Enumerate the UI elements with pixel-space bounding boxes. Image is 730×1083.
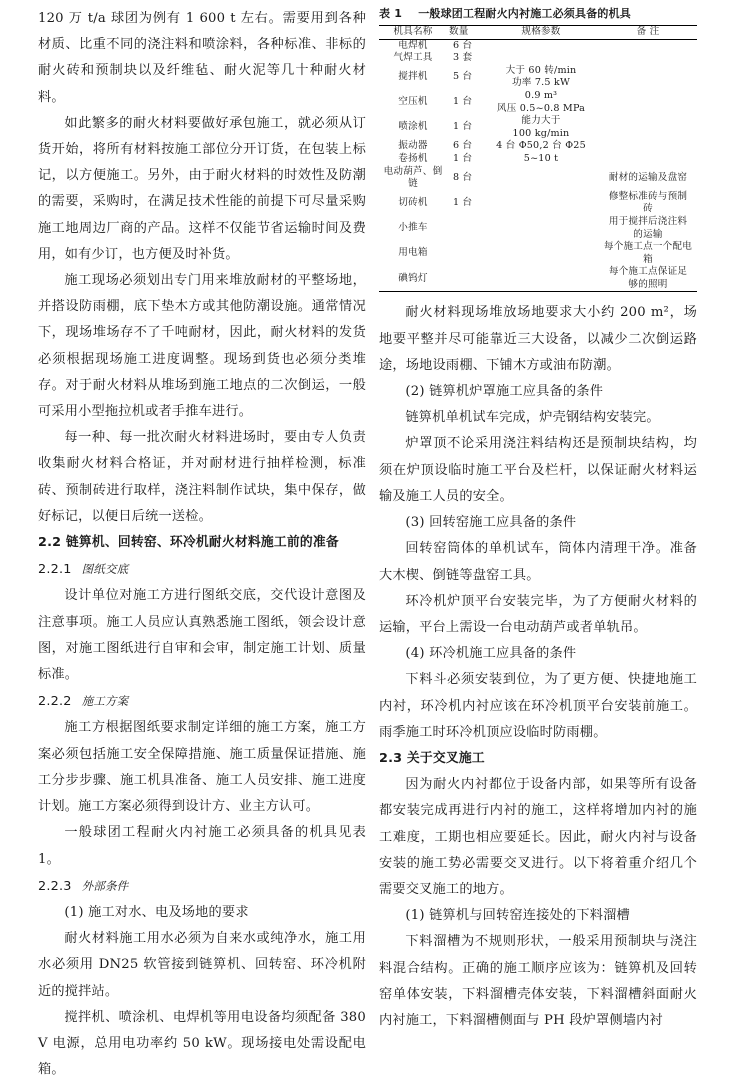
paragraph: 耐火材料现场堆放场地要求大小约 200 m²，场地要平整并尽可能靠近三大设备，以减少二次倒运路途，场地设雨棚、下铺木方或油布防潮。 [379, 305, 697, 373]
header-spec: 规格参数 [483, 26, 599, 40]
table-row [379, 115, 697, 140]
table-row [379, 191, 697, 216]
table-1 [379, 6, 697, 292]
cell-name: 喷涂机 [398, 121, 428, 133]
cell-name: 气焊工具 [393, 52, 433, 64]
header-note: 备 注 [599, 26, 697, 40]
paragraph: 120 万 t/a 球团为例有 1 600 t 左右。需要用到各种材质、比重不同的浇注料和喷涂料，各种标准、非标的耐火砖和预制块以及纤维毡、耐火泥等几十种耐火材料。 [38, 11, 366, 105]
paragraph: 下料斗必须安装到位，为了更方便、快捷地施工内衬，环冷机内衬应该在环冷机顶平台安装前施工。雨季施工时环冷机顶应设临时防雨棚。 [379, 672, 697, 740]
subsection-title: 外部条件 [81, 878, 129, 893]
paragraph: 环冷机炉顶平台安装完毕，为了方便耐火材料的运输，平台上需设一台电动葫芦或者单轨吊。 [379, 593, 697, 635]
paragraph: 回转窑筒体的单机试车，筒体内清理干净。准备大木楔、倒链等盘窑工具。 [379, 541, 697, 583]
cell-note: 耐材的运输及盘窑 [608, 171, 688, 183]
table-title: 表 1 一般球团工程耐火内衬施工必须具备的机具 [379, 7, 632, 20]
cell-note [599, 52, 697, 65]
cell-name: 搅拌机 [398, 71, 428, 83]
paragraph: 炉罩顶不论采用浇注料结构还是预制块结构，均须在炉顶设临时施工平台及栏杆，以保证耐火材料运输及施工人员的安全。 [379, 436, 697, 504]
table-row [379, 153, 697, 166]
paragraph: 施工方根据图纸要求制定详细的施工方案，施工方案必须包括施工安全保障措施、施工质量保证措施、施工分步步骤、施工机具准备、施工人员安排、施工进度计划。施工方案必须得到设计方、业主方认可。 [38, 720, 366, 815]
paragraph: 一般球团工程耐火内衬施工必须具备的机具见表 1。 [38, 825, 366, 867]
subsection-heading [38, 556, 366, 583]
cell-name: 电动葫芦、倒链 [383, 165, 443, 190]
cell-qty [447, 241, 483, 266]
paragraph: 每一种、每一批次耐火材料进场时，要由专人负责收集耐火材料合格证，并对耐材进行抽样检测，标准砖、预制砖进行取样，浇注料制作试块，集中保存，做好标记，以便日后统一送检。 [38, 430, 366, 524]
paragraph: 耐火材料施工用水必须为自来水或纯净水，施工用水必须用 DN25 软管接到链箅机、回转窑、环冷机附近的搅拌站。 [38, 931, 366, 999]
table-row [379, 266, 697, 292]
list-item-heading: (2) 链箅机炉罩施工应具备的条件 [405, 384, 604, 400]
cell-qty [447, 216, 483, 241]
paragraph: 施工现场必须划出专门用来堆放耐材的平整场地，并搭设防雨棚，底下垫木方或其他防潮设施。通常情况下，现场堆场存不了千吨耐材，因此，耐火材料的发货必须根据现场施工进度调整。现场到货也必须分类堆存。对于耐火材料从堆场到施工地点的二次倒运，一般可采用小型拖拉机或者手推车进行。 [38, 273, 366, 420]
cell-qty: 8 台 [453, 171, 473, 183]
cell-spec [483, 266, 599, 292]
right-body [379, 300, 697, 1034]
cell-spec: 能力大于 100 kg/min [512, 115, 570, 139]
paragraph: 设计单位对施工方进行图纸交底，交代设计意图及注意事项。施工人员应认真熟悉施工图纸，领会设计意图，对施工图纸进行自审和会审，制定施工计划、质量标准。 [38, 588, 366, 683]
cell-note [599, 90, 697, 115]
cell-note [599, 65, 697, 90]
cell-name: 振动器 [398, 140, 428, 152]
subsection-heading [38, 688, 366, 715]
subsection-title: 施工方案 [81, 694, 129, 709]
list-item-heading: (1) 链箅机与回转窑连接处的下料溜槽 [405, 908, 630, 924]
cell-qty: 6 台 [453, 140, 473, 152]
cell-spec [483, 191, 599, 216]
cell-spec: 4 台 Φ50,2 台 Φ25 [496, 140, 586, 152]
table-row [379, 90, 697, 115]
cell-note [599, 140, 697, 153]
list-item-heading: (3) 回转窑施工应具备的条件 [405, 515, 577, 531]
right-column [379, 6, 697, 1034]
cell-qty: 1 台 [453, 152, 473, 164]
subsection-number: 2.2.3 [38, 878, 72, 894]
subsection-heading [38, 873, 366, 900]
cell-spec [483, 216, 599, 241]
cell-qty [447, 266, 483, 292]
table-row [379, 166, 697, 191]
table-header-row [379, 26, 697, 40]
cell-spec: 0.9 m³ 风压 0.5~0.8 MPa [496, 89, 586, 114]
subsection-number: 2.2.1 [38, 562, 72, 578]
cell-note: 每个施工点一个配电 箱 [603, 241, 693, 265]
paragraph: 因为耐火内衬都位于设备内部，如果等所有设备都安装完成再进行内衬的施工，这样将增加内衬的施工难度，工期也相应要延长。因此，耐火内衬与设备安装的施工势必需要交叉进行。以下将着重介绍几个需要交叉施工的地方。 [379, 777, 697, 897]
cell-name: 空压机 [398, 96, 428, 108]
cell-qty: 5 台 [453, 71, 473, 83]
header-name: 机具名称 [379, 26, 447, 40]
cell-qty: 1 台 [453, 197, 473, 209]
paragraph: 搅拌机、喷涂机、电焊机等用电设备均须配备 380 V 电源，总用电功率约 50 kW。现场接电处需设配电箱。 [38, 1009, 366, 1078]
cell-qty: 6 台 [453, 39, 473, 51]
cell-note: 每个施工点保证足 够的照明 [599, 266, 697, 292]
header-qty: 数量 [447, 26, 483, 40]
cell-note [599, 39, 697, 52]
table-row [379, 241, 697, 266]
cell-spec [483, 39, 599, 52]
cell-name: 电焊机 [398, 39, 428, 51]
cell-note [599, 115, 697, 140]
subsection-title: 图纸交底 [81, 562, 129, 577]
cell-spec [483, 241, 599, 266]
cell-name: 切砖机 [398, 197, 428, 209]
cell-spec [483, 166, 599, 191]
cell-name: 小推车 [398, 222, 428, 234]
cell-note: 修整标准砖与预制 砖 [608, 190, 688, 215]
table-row [379, 52, 697, 65]
cell-name: 卷扬机 [398, 152, 428, 164]
table-row [379, 140, 697, 153]
section-heading: 2.2 链箅机、回转窑、环冷机耐火材料施工前的准备 [38, 535, 339, 551]
cell-name: 用电箱 [398, 247, 428, 259]
cell-name: 碘钨灯 [379, 266, 447, 292]
paragraph: 如此繁多的耐火材料要做好承包施工，就必须从订货开始，将所有材料按施工部位分开订货，在包装上标记，以方便施工。另外，由于耐火材料的时效性及防潮的需要，采购时，在满足技术性能的前提下可尽量采购施工地周边厂商的产品。这样不仅能节省运输时间及费用，如有少订，也方便及时补货。 [38, 115, 366, 262]
left-column [38, 6, 366, 1083]
cell-spec: 大于 60 转/min 功率 7.5 kW [505, 64, 577, 89]
table-row [379, 39, 697, 52]
cell-qty: 3 套 [453, 52, 473, 64]
paragraph: 下料溜槽为不规则形状，一般采用预制块与浇注料混合结构。正确的施工顺序应该为：链箅机及回转窑单体安装，下料溜槽壳体安装，下料溜槽斜面耐火内衬施工，下料溜槽侧面与 PH 段炉罩侧墙内衬 [379, 934, 697, 1028]
cell-qty: 1 台 [453, 121, 473, 133]
cell-spec [483, 52, 599, 65]
cell-note: 用于搅拌后浇注料 的运输 [608, 215, 688, 240]
cell-note [599, 153, 697, 166]
section-heading: 2.3 关于交叉施工 [379, 750, 485, 766]
equipment-table [379, 25, 697, 292]
cell-qty: 1 台 [453, 96, 473, 108]
paragraph: 链箅机单机试车完成，炉壳钢结构安装完。 [405, 410, 660, 426]
table-row [379, 65, 697, 90]
cell-spec: 5~10 t [523, 152, 559, 164]
subsection-number: 2.2.2 [38, 694, 72, 710]
list-item-heading: (1) 施工对水、电及场地的要求 [64, 904, 249, 920]
list-item-heading: (4) 环冷机施工应具备的条件 [405, 646, 577, 662]
table-row [379, 216, 697, 241]
